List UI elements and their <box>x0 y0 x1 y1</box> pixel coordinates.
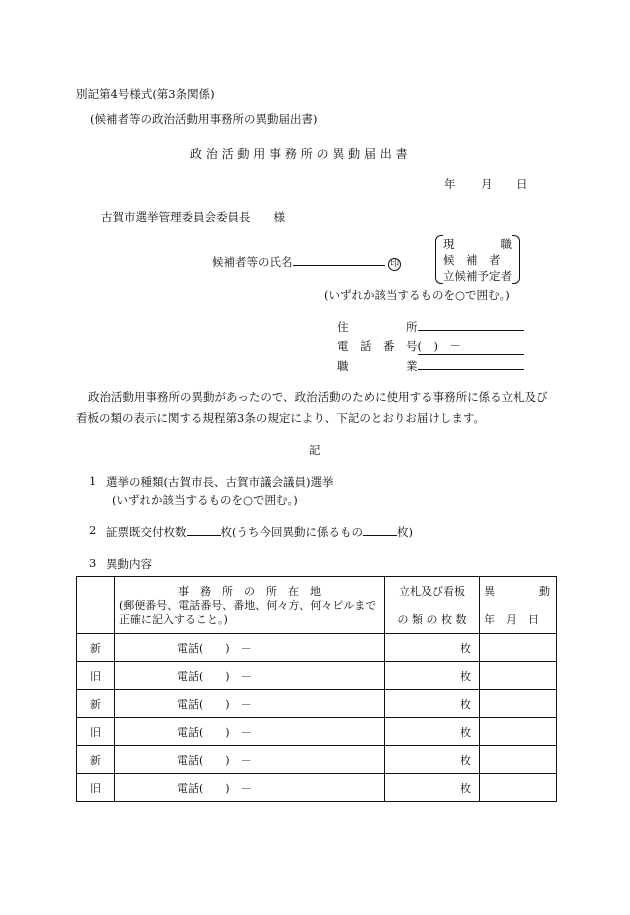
date-month: 月 <box>481 177 493 191</box>
address-row <box>337 318 524 335</box>
row-phone[interactable]: 電話( ) － <box>115 662 385 690</box>
form-reference: 別記第4号様式(第3条関係) <box>76 87 215 101</box>
header-count-b: の 類 の 枚 数 <box>397 613 467 626</box>
form-subtitle: (候補者等の政治活動用事務所の異動届出書) <box>90 112 318 126</box>
row-date[interactable] <box>480 718 557 746</box>
row-phone[interactable]: 電話( ) － <box>115 634 385 662</box>
header-count-a: 立札及び看板 <box>399 585 465 598</box>
item1-number: 1 <box>89 474 97 488</box>
item1-text: 選挙の種類(古賀市長、古賀市議会議員)選挙 <box>106 475 334 489</box>
row-date[interactable] <box>480 634 557 662</box>
row-phone[interactable]: 電話( ) － <box>115 774 385 802</box>
addressee: 古賀市選挙管理委員会委員長 様 <box>101 210 285 224</box>
name-field[interactable] <box>293 253 385 266</box>
table-row <box>77 718 557 746</box>
row-phone[interactable]: 電話( ) － <box>115 690 385 718</box>
row-date[interactable] <box>480 662 557 690</box>
row-type: 新 <box>77 634 115 662</box>
table-row <box>77 746 557 774</box>
role-current[interactable]: 現 職 <box>443 237 512 251</box>
row-phone[interactable]: 電話( ) － <box>115 718 385 746</box>
phone-label: 電 話 番 号 <box>337 339 418 353</box>
row-count-unit[interactable]: 枚 <box>385 746 480 774</box>
header-count <box>385 577 480 634</box>
date-year: 年 <box>444 177 456 191</box>
row-count-unit[interactable]: 枚 <box>385 718 480 746</box>
header-blank <box>77 577 115 634</box>
job-row <box>337 357 524 374</box>
item3-text: 異動内容 <box>106 557 152 571</box>
date-day: 日 <box>516 177 528 191</box>
header-location <box>115 577 385 634</box>
applicant-name-row <box>212 253 401 271</box>
item2-text-c: 枚) <box>397 525 413 539</box>
table-row <box>77 774 557 802</box>
row-date[interactable] <box>480 690 557 718</box>
item2-text-a: 証票既交付枚数 <box>106 525 187 539</box>
row-type: 旧 <box>77 774 115 802</box>
row-count-unit[interactable]: 枚 <box>385 690 480 718</box>
header-location-note: (郵便番号、電話番号、番地、何々方、何々ビルまで正確に記入すること。) <box>119 599 377 626</box>
role-note: (いずれか該当するものを○で囲む。) <box>324 288 510 302</box>
row-type: 旧 <box>77 718 115 746</box>
address-field[interactable] <box>418 318 524 331</box>
phone-row <box>337 338 524 355</box>
item1-note: (いずれか該当するものを○で囲む。) <box>112 493 298 507</box>
row-date[interactable] <box>480 774 557 802</box>
table-header-row <box>77 577 557 634</box>
change-table <box>76 576 557 802</box>
table-row <box>77 690 557 718</box>
item2-text-b: 枚(うち今回異動に係るもの <box>220 525 363 539</box>
name-label: 候補者等の氏名 <box>212 255 293 269</box>
row-count-unit[interactable]: 枚 <box>385 634 480 662</box>
ki-heading: 記 <box>309 443 321 457</box>
row-type: 新 <box>77 690 115 718</box>
table-row <box>77 634 557 662</box>
address-label: 住 所 <box>337 320 418 334</box>
row-type: 旧 <box>77 662 115 690</box>
role-bracket-left <box>435 235 443 284</box>
header-location-title: 事 務 所 の 所 在 地 <box>178 585 321 598</box>
row-phone[interactable]: 電話( ) － <box>115 746 385 774</box>
row-count-unit[interactable]: 枚 <box>385 774 480 802</box>
row-type: 新 <box>77 746 115 774</box>
job-field[interactable] <box>418 357 524 370</box>
phone-field[interactable]: ( ) － <box>418 338 524 355</box>
change-count-field[interactable] <box>363 523 397 536</box>
header-date <box>480 577 557 634</box>
row-date[interactable] <box>480 746 557 774</box>
role-prospective[interactable]: 立候補予定者 <box>443 269 512 283</box>
header-date-a: 異 動 <box>484 585 550 598</box>
row-count-unit[interactable]: 枚 <box>385 662 480 690</box>
item3-number: 3 <box>89 556 97 570</box>
job-label: 職 業 <box>337 359 418 373</box>
issued-count-field[interactable] <box>187 523 221 536</box>
table-row <box>77 662 557 690</box>
item2-row <box>106 523 413 540</box>
body-paragraph: 政治活動用事務所の異動があったので、政治活動のために使用する事務所に係る立札及び看板の類の表示に関する規程第3条の規定により、下記のとおりお届けします。 <box>76 390 548 425</box>
header-date-b: 年 月 日 <box>484 613 539 626</box>
document-title: 政 治 活 動 用 事 務 所 の 異 動 届 出 書 <box>190 147 408 161</box>
role-candidate[interactable]: 候 補 者 <box>443 253 501 267</box>
item2-number: 2 <box>89 523 97 537</box>
seal-mark: 印 <box>390 259 400 269</box>
